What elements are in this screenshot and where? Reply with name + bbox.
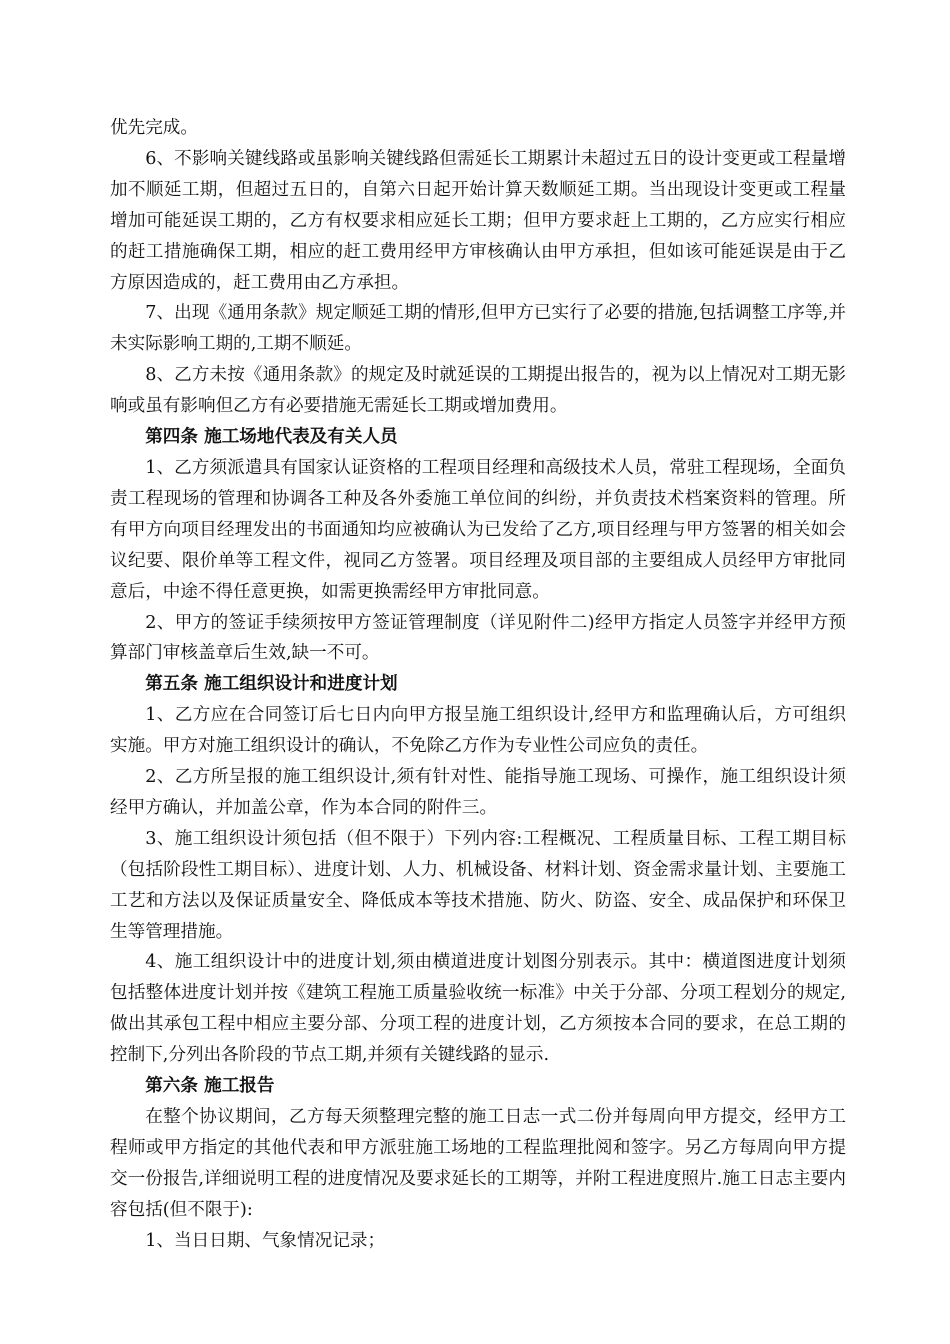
clause-3-item-6: 6、不影响关键线路或虽影响关键线路但需延长工期累计未超过五日的设计变更或工程量增加不顺延工期，但超过五日的，自第六日起开始计算天数顺延工期。当出现设计变更或工程量增加可能延误工期的，乙方有权要求相应延长工期；但甲方要求赶上工期的，乙方应实行相应的赶工措施确保工期，相应的赶工费用经甲方审核确认由甲方承担，但如该可能延误是由于乙方原因造成的，赶工费用由乙方承担。	[110, 148, 846, 293]
article-4-item-1: 1、乙方须派遣具有国家认证资格的工程项目经理和高级技术人员，常驻工程现场，全面负责工程现场的管理和协调各工种及各外委施工单位间的纠纷，并负责技术档案资料的管理。所有甲方向项目经理发出的书面通知均应被确认为已发给了乙方,项目经理与甲方签署的相关如会议纪要、限价单等工程文件，视同乙方签署。项目经理及项目部的主要组成人员经甲方审批同意后，中途不得任意更换，如需更换需经甲方审批同意。	[110, 457, 846, 602]
article-5-heading: 第五条 施工组织设计和进度计划	[145, 673, 398, 695]
article-5-item-3: 3、施工组织设计须包括（但不限于）下列内容:工程概况、工程质量目标、工程工期目标（包括阶段性工期目标）、进度计划、人力、机械设备、材料计划、资金需求量计划、主要施工工艺和方法以及保证质量安全、降低成本等技术措施、防火、防盗、安全、成品保护和环保卫生等管理措施。	[110, 828, 846, 942]
paragraph-continuation: 优先完成。	[110, 118, 198, 138]
clause-3-item-8: 8、乙方未按《通用条款》的规定及时就延误的工期提出报告的，视为以上情况对工期无影响或虽有影响但乙方有必要措施无需延长工期或增加费用。	[110, 365, 846, 417]
article-6-heading: 第六条 施工报告	[145, 1075, 275, 1097]
article-5-item-1: 1、乙方应在合同签订后七日内向甲方报呈施工组织设计,经甲方和监理确认后，方可组织实施。甲方对施工组织设计的确认，不免除乙方作为专业性公司应负的责任。	[110, 705, 846, 757]
article-6-item-1: 1、当日日期、气象情况记录；	[145, 1230, 386, 1251]
article-6-intro: 在整个协议期间，乙方每天须整理完整的施工日志一式二份并每周向甲方提交，经甲方工程师或甲方指定的其他代表和甲方派驻施工场地的工程监理批阅和签字。另乙方每周向甲方提交一份报告,详细说明工程的进度情况及要求延长的工期等，并附工程进度照片.施工日志主要内容包括(但不限于):	[110, 1107, 846, 1220]
article-4-heading: 第四条 施工场地代表及有关人员	[145, 426, 398, 448]
clause-3-item-7: 7、出现《通用条款》规定顺延工期的情形,但甲方已实行了必要的措施,包括调整工序等,并未实际影响工期的,工期不顺延。	[110, 303, 846, 355]
article-4-item-2: 2、甲方的签证手续须按甲方签证管理制度（详见附件二)经甲方指定人员签字并经甲方预算部门审核盖章后生效,缺一不可。	[110, 612, 846, 664]
article-5-item-4: 4、施工组织设计中的进度计划,须由横道进度计划图分别表示。其中：横道图进度计划须包括整体进度计划并按《建筑工程施工质量验收统一标准》中关于分部、分项工程划分的规定,做出其承包工程中相应主要分部、分项工程的进度计划，乙方须按本合同的要求，在总工期的控制下,分列出各阶段的节点工期,并须有关键线路的显示.	[110, 952, 846, 1066]
article-5-item-2: 2、乙方所呈报的施工组织设计,须有针对性、能指导施工现场、可操作，施工组织设计须经甲方确认，并加盖公章，作为本合同的附件三。	[110, 767, 846, 818]
document-page	[110, 113, 846, 1257]
